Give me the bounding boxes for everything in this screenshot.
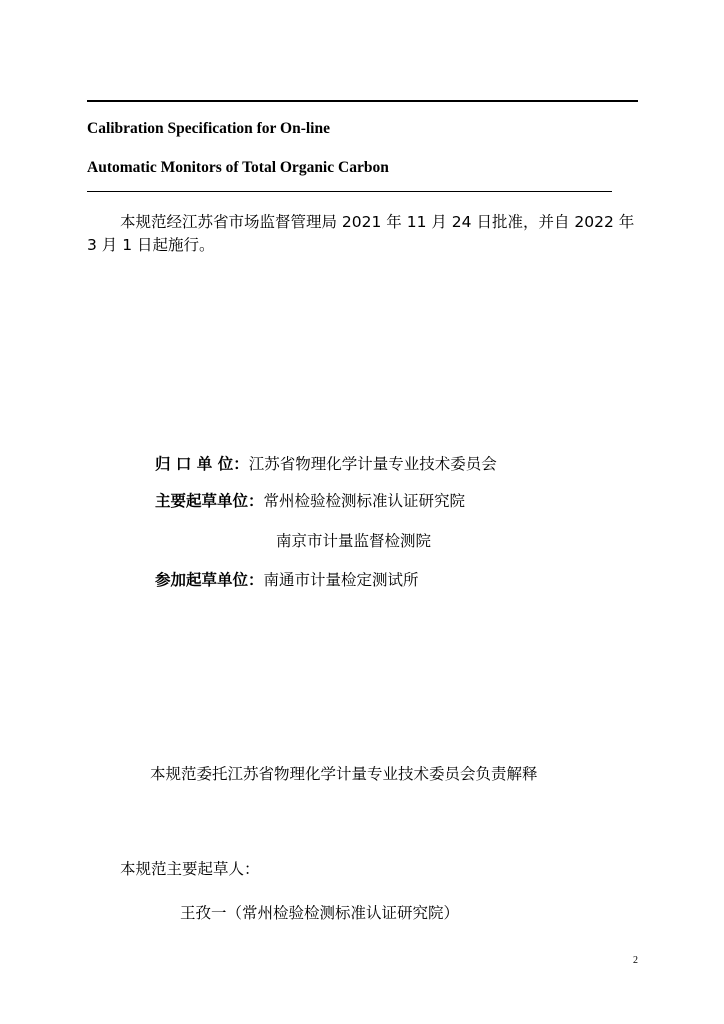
main-drafting-unit-label: 主要起草单位： <box>155 492 264 510</box>
responsible-unit <box>155 452 497 474</box>
top-rule <box>87 100 638 102</box>
main-drafting-unit <box>155 489 465 511</box>
main-drafting-unit-second: 南京市计量监督检测院 <box>276 532 432 550</box>
interpretation-statement: 本规范委托江苏省物理化学计量专业技术委员会负责解释 <box>150 765 538 783</box>
main-drafting-unit-value-1: 常州检验检测标准认证研究院 <box>263 492 466 510</box>
main-drafters-heading: 本规范主要起草人： <box>120 860 260 878</box>
page-number: 2 <box>633 955 638 966</box>
english-title-line-1: Calibration Specification for On-line <box>87 120 330 137</box>
drafter-entry: 王孜一（常州检验检测标准认证研究院） <box>180 904 460 922</box>
approval-statement: 本规范经江苏省市场监督管理局 2021 年 11 月 24 日批准，并自 2022 年 3 月 1 日起施行。 <box>87 213 635 254</box>
responsible-unit-label: 归 口 单 位： <box>155 455 249 473</box>
english-title-line-2: Automatic Monitors of Total Organic Carbon <box>87 159 389 176</box>
participating-unit-label: 参加起草单位： <box>155 571 264 589</box>
participating-unit <box>155 568 419 590</box>
participating-unit-value: 南通市计量检定测试所 <box>263 571 419 589</box>
responsible-unit-value: 江苏省物理化学计量专业技术委员会 <box>248 455 497 473</box>
title-underline-rule <box>87 191 612 192</box>
